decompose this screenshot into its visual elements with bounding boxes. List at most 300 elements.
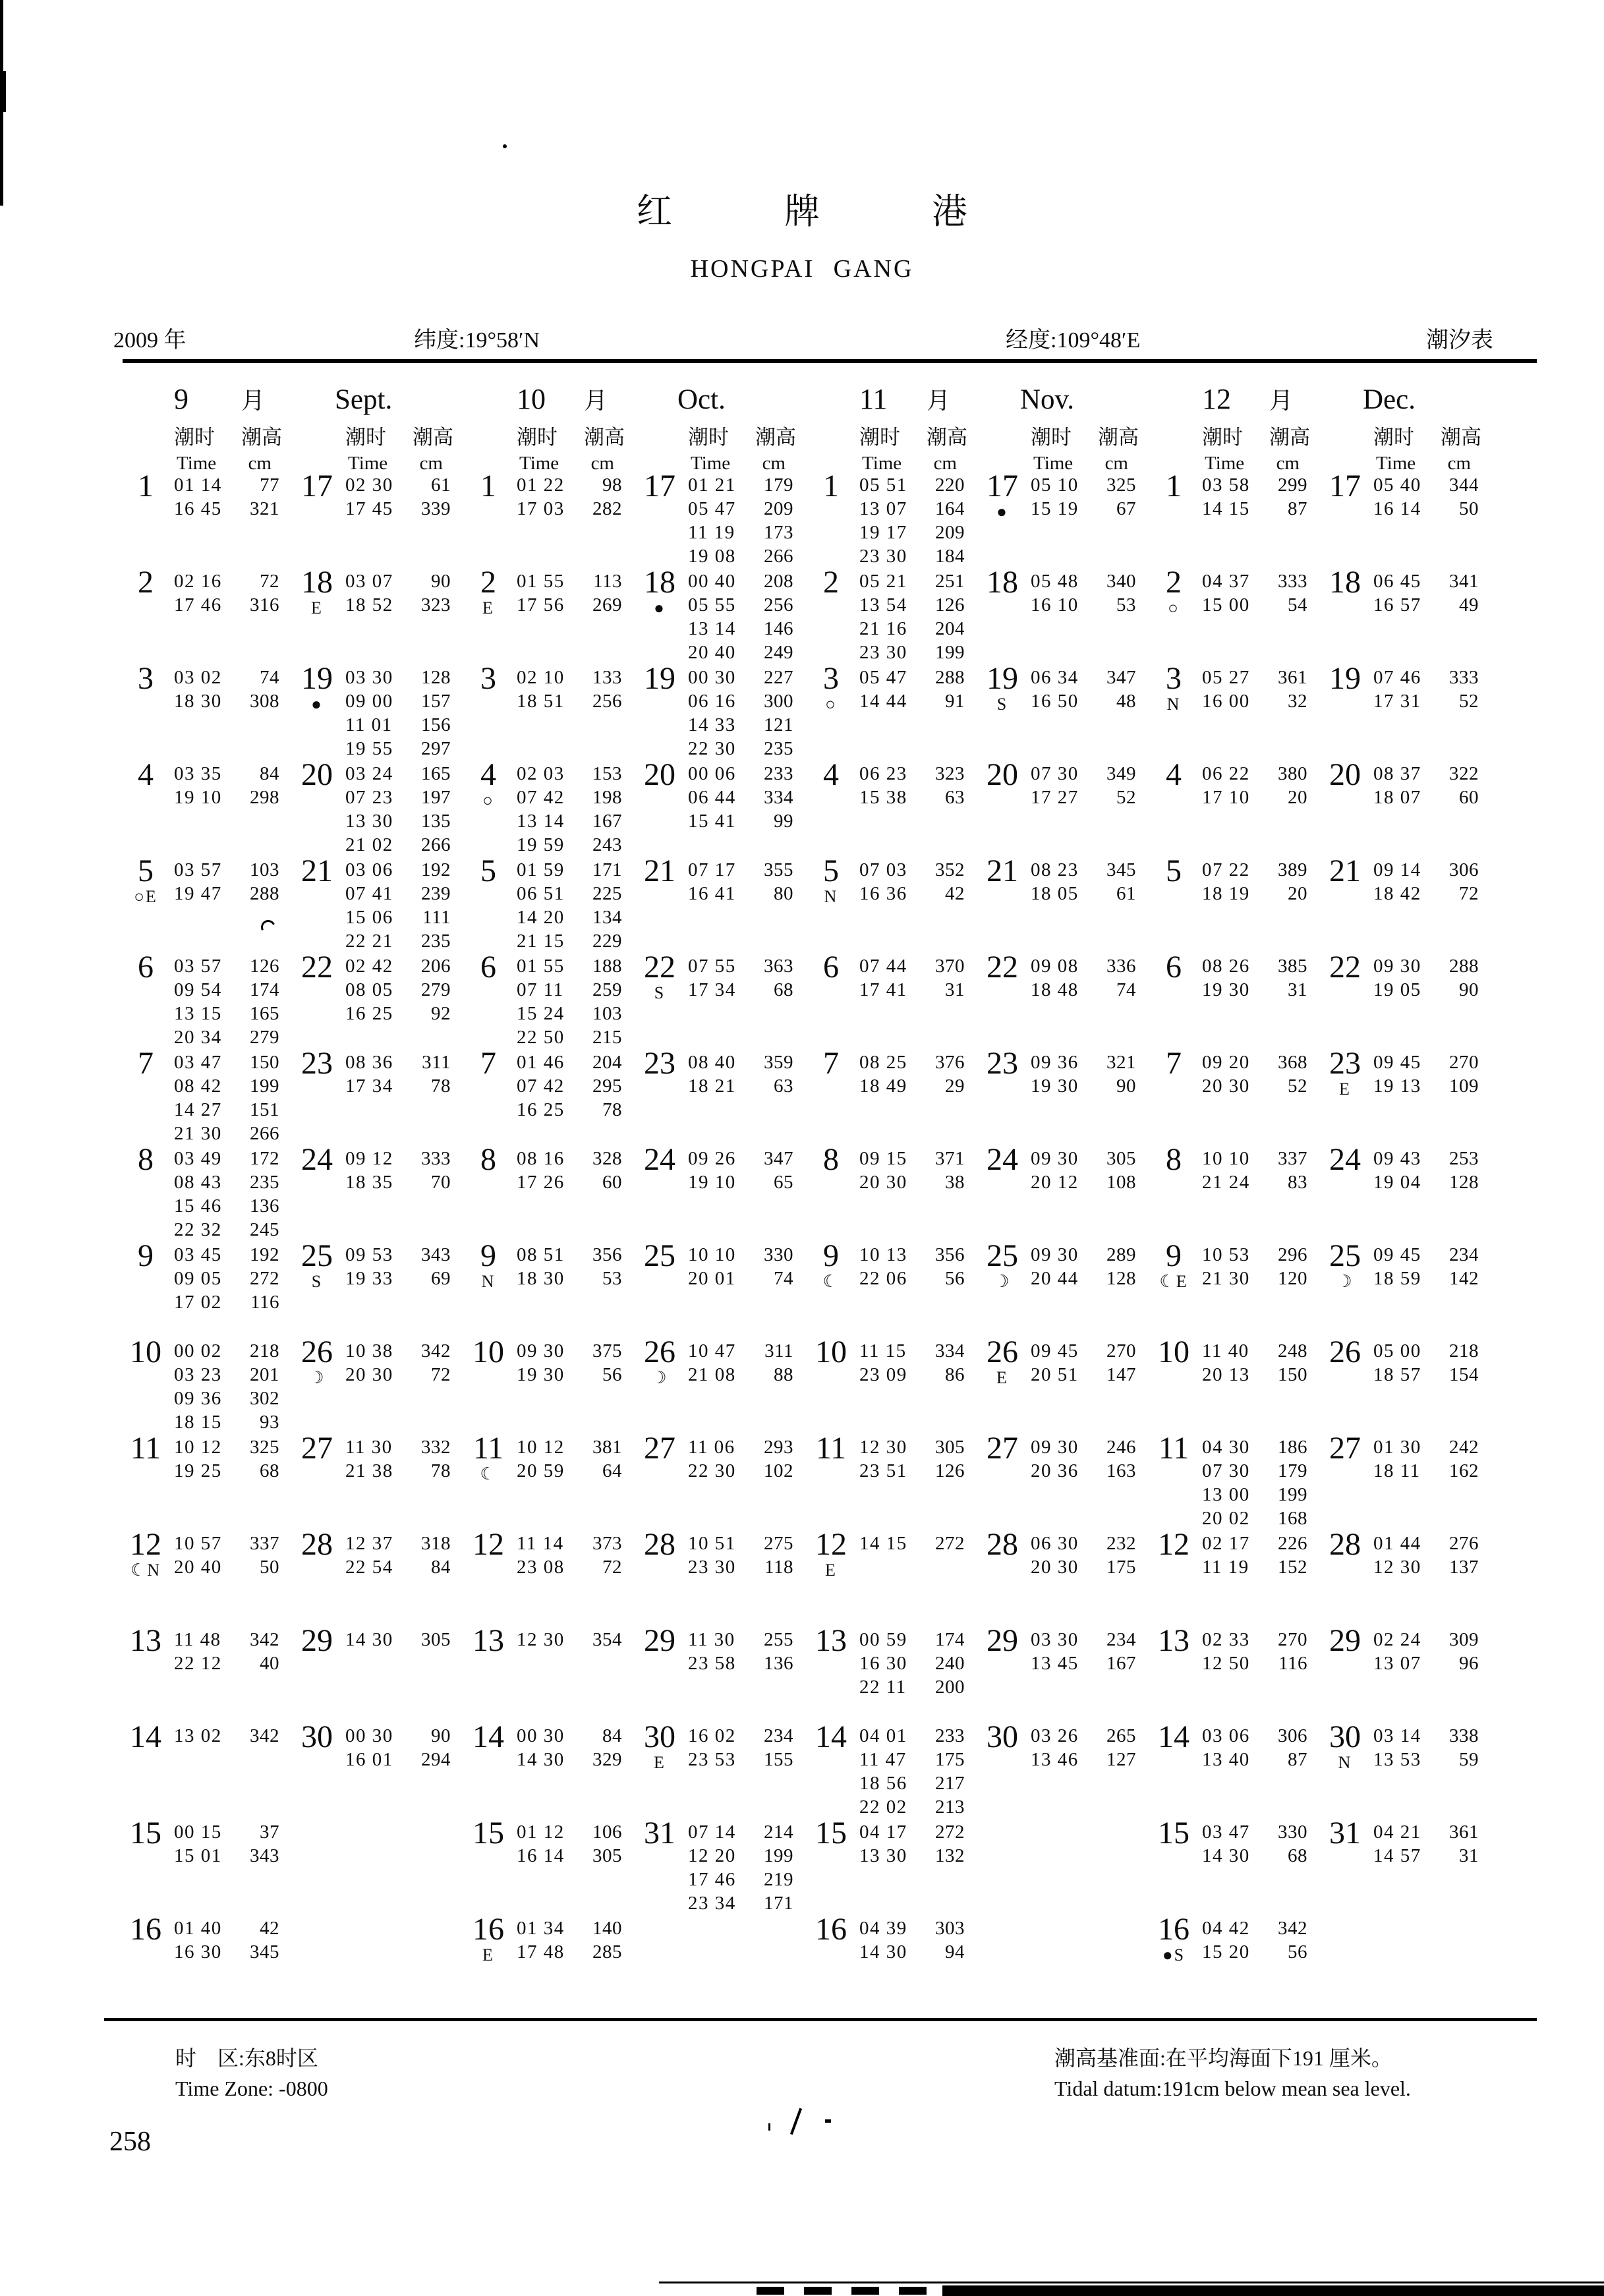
day-number: 28 bbox=[644, 1527, 675, 1562]
day-cell bbox=[297, 663, 337, 714]
tide-data-cell bbox=[1031, 1724, 1145, 1771]
tide-time: 22 30 bbox=[688, 738, 736, 759]
tide-data-cell bbox=[1031, 569, 1145, 617]
tide-height: 234 bbox=[1106, 1629, 1136, 1650]
tide-data-cell bbox=[345, 1532, 460, 1579]
day-cell bbox=[468, 855, 509, 887]
tide-data-cell bbox=[1373, 1724, 1488, 1771]
moon-phase-marker: S bbox=[996, 695, 1008, 714]
day-number: 6 bbox=[138, 950, 154, 985]
tide-data-cell bbox=[174, 1243, 289, 1314]
height-header-en: cm bbox=[1447, 453, 1471, 474]
tide-height: 302 bbox=[250, 1388, 279, 1409]
tide-height: 111 bbox=[422, 907, 451, 928]
tide-time: 15 19 bbox=[1031, 498, 1079, 519]
tide-time: 22 30 bbox=[688, 1460, 736, 1481]
tide-height: 192 bbox=[250, 1244, 279, 1265]
tide-entry bbox=[1373, 786, 1479, 809]
time-header-cn: 潮时 bbox=[1031, 426, 1072, 449]
tide-height: 253 bbox=[1449, 1148, 1479, 1169]
tide-height: 370 bbox=[935, 956, 965, 977]
day-cell bbox=[639, 471, 680, 502]
moon-phase-marker: E bbox=[482, 1945, 494, 1965]
moon-phase-marker: ●S bbox=[1162, 1945, 1186, 1965]
column-header-en bbox=[1031, 451, 1145, 476]
tide-height: 179 bbox=[764, 474, 793, 496]
tide-data-cell bbox=[1031, 1339, 1145, 1387]
tide-table-label: 潮汐表 bbox=[1426, 328, 1493, 353]
tide-data-cell bbox=[1373, 569, 1488, 617]
day-number: 1 bbox=[480, 469, 496, 503]
tide-time: 08 23 bbox=[1031, 859, 1079, 880]
month-cn-suffix: 月 bbox=[241, 387, 265, 414]
day-cell bbox=[468, 1818, 509, 1849]
tide-data-cell bbox=[1202, 1243, 1317, 1290]
tide-time: 17 02 bbox=[174, 1292, 222, 1313]
height-header-cn: 潮高 bbox=[413, 426, 453, 449]
tide-time: 16 25 bbox=[517, 1099, 565, 1120]
tide-height: 259 bbox=[592, 979, 622, 1000]
day-cell bbox=[468, 1240, 509, 1292]
tide-time: 09 53 bbox=[345, 1244, 393, 1265]
tide-entry bbox=[688, 1459, 793, 1483]
day-cell bbox=[1153, 855, 1194, 887]
tide-entry bbox=[174, 689, 279, 713]
tide-data-cell bbox=[345, 762, 460, 857]
tide-height: 347 bbox=[764, 1148, 793, 1169]
tide-data-cell bbox=[174, 954, 289, 1049]
day-number: 14 bbox=[815, 1719, 847, 1754]
tide-entry bbox=[1031, 497, 1136, 521]
table-row bbox=[125, 565, 1488, 666]
tide-entry bbox=[174, 1820, 279, 1844]
column-header-en bbox=[345, 451, 460, 476]
tide-entry bbox=[345, 1170, 451, 1194]
day-number: 17 bbox=[1329, 469, 1361, 503]
day-cell bbox=[1325, 1048, 1365, 1099]
tide-height: 98 bbox=[602, 474, 622, 496]
day-number: 13 bbox=[130, 1623, 161, 1658]
tide-time: 20 40 bbox=[174, 1557, 222, 1578]
tide-data-cell bbox=[345, 858, 460, 953]
tide-height: 54 bbox=[1288, 594, 1307, 616]
time-header-cn: 潮时 bbox=[517, 426, 558, 449]
tide-time: 02 17 bbox=[1202, 1533, 1250, 1554]
tide-time: 08 43 bbox=[174, 1172, 222, 1193]
moon-phase-marker: N bbox=[1166, 695, 1181, 714]
month-number: 12 bbox=[1202, 383, 1231, 415]
tidal-datum-cn: 潮高基准面:在平均海面下191 厘米。 bbox=[1054, 2046, 1392, 2070]
day-cell bbox=[811, 1433, 851, 1464]
tide-entry bbox=[174, 1025, 279, 1049]
tide-height: 375 bbox=[592, 1340, 622, 1362]
tide-time: 13 30 bbox=[345, 811, 393, 832]
day-cell bbox=[639, 855, 680, 887]
tide-entry bbox=[859, 1243, 965, 1267]
tide-entry bbox=[345, 1002, 451, 1025]
tide-height: 245 bbox=[250, 1219, 279, 1240]
tide-entry bbox=[1373, 882, 1479, 905]
tide-time: 03 30 bbox=[1031, 1629, 1079, 1650]
tide-time: 00 40 bbox=[688, 571, 736, 592]
tide-entry bbox=[174, 1410, 279, 1434]
tide-entry bbox=[174, 882, 279, 905]
tide-entry bbox=[345, 954, 451, 978]
tide-entry bbox=[1373, 1147, 1479, 1170]
tide-time: 17 27 bbox=[1031, 787, 1079, 808]
tide-entry bbox=[345, 1074, 451, 1098]
tide-height: 132 bbox=[935, 1845, 965, 1866]
tide-time: 20 34 bbox=[174, 1027, 222, 1048]
tide-height: 70 bbox=[431, 1172, 451, 1193]
day-cell bbox=[639, 952, 680, 1003]
tide-time: 03 06 bbox=[345, 859, 393, 880]
tide-time: 14 30 bbox=[517, 1749, 565, 1770]
year-label: 2009 年 bbox=[113, 328, 186, 353]
tide-time: 17 26 bbox=[517, 1172, 565, 1193]
tide-time: 19 04 bbox=[1373, 1172, 1421, 1193]
tide-height: 50 bbox=[1459, 498, 1479, 519]
tide-time: 20 40 bbox=[688, 642, 736, 663]
tide-height: 354 bbox=[592, 1629, 622, 1650]
tide-data-cell bbox=[688, 1628, 803, 1675]
tide-entry bbox=[1202, 1916, 1307, 1940]
height-header-cn: 潮高 bbox=[1098, 426, 1139, 449]
tide-time: 04 39 bbox=[859, 1918, 907, 1939]
tide-time: 16 45 bbox=[174, 498, 222, 519]
tide-entry bbox=[859, 689, 965, 713]
tide-entry bbox=[1031, 1267, 1136, 1290]
tide-entry bbox=[1373, 1532, 1479, 1555]
tide-time: 03 47 bbox=[174, 1052, 222, 1073]
tide-entry bbox=[1202, 593, 1307, 617]
tide-time: 19 17 bbox=[859, 522, 907, 543]
tide-entry bbox=[1373, 1748, 1479, 1771]
day-number: 5 bbox=[823, 853, 839, 888]
tide-height: 74 bbox=[774, 1268, 793, 1289]
tide-entry bbox=[345, 569, 451, 593]
page-bottom-bar bbox=[942, 2285, 1604, 2296]
tide-data-cell bbox=[1031, 666, 1145, 713]
tide-height: 199 bbox=[250, 1076, 279, 1097]
tide-time: 10 13 bbox=[859, 1244, 907, 1265]
tide-height: 127 bbox=[1106, 1749, 1136, 1770]
tide-entry bbox=[1031, 1363, 1136, 1387]
tide-entry bbox=[345, 882, 451, 905]
tide-entry bbox=[1031, 593, 1136, 617]
tide-time: 08 37 bbox=[1373, 763, 1421, 784]
tide-height: 93 bbox=[260, 1412, 279, 1433]
day-cell bbox=[811, 1914, 851, 1945]
tide-height: 68 bbox=[1288, 1845, 1307, 1866]
day-cell bbox=[1325, 1433, 1365, 1464]
tide-time: 18 59 bbox=[1373, 1268, 1421, 1289]
timezone-cn: 时 区:东8时区 bbox=[175, 2046, 318, 2070]
tide-height: 74 bbox=[260, 667, 279, 688]
tide-entry bbox=[174, 1218, 279, 1242]
month-number: 10 bbox=[517, 383, 546, 415]
tide-time: 04 30 bbox=[1202, 1437, 1250, 1458]
day-number: 7 bbox=[480, 1046, 496, 1081]
moon-phase-marker: N bbox=[824, 887, 838, 906]
tide-height: 376 bbox=[935, 1052, 965, 1073]
tide-entry bbox=[688, 954, 793, 978]
tide-height: 120 bbox=[1278, 1268, 1307, 1289]
tide-time: 15 00 bbox=[1202, 594, 1250, 616]
day-number: 31 bbox=[644, 1816, 675, 1851]
tide-data-cell bbox=[1373, 1339, 1488, 1387]
tide-entry bbox=[174, 569, 279, 593]
column-header bbox=[517, 424, 631, 476]
tide-entry bbox=[859, 666, 965, 689]
tide-height: 371 bbox=[935, 1148, 965, 1169]
day-cell bbox=[468, 1433, 509, 1484]
tide-height: 162 bbox=[1449, 1460, 1479, 1481]
tide-height: 380 bbox=[1278, 763, 1307, 784]
day-cell bbox=[982, 1433, 1023, 1464]
tide-data-cell bbox=[688, 1339, 803, 1387]
tide-height: 305 bbox=[935, 1437, 965, 1458]
tide-data-cell bbox=[345, 473, 460, 521]
tide-entry bbox=[859, 521, 965, 544]
day-cell bbox=[468, 567, 509, 618]
tide-entry bbox=[859, 1074, 965, 1098]
tide-entry bbox=[517, 1724, 622, 1748]
tide-entry bbox=[859, 786, 965, 809]
tide-time: 11 48 bbox=[174, 1629, 221, 1650]
tide-time: 09 30 bbox=[1031, 1148, 1079, 1169]
moon-phase-marker: ○ bbox=[825, 695, 837, 714]
tide-time: 16 41 bbox=[688, 883, 736, 904]
height-header-en: cm bbox=[1276, 453, 1300, 474]
longitude-label: 经度:109°48′E bbox=[1006, 328, 1141, 353]
tide-time: 17 48 bbox=[517, 1941, 565, 1963]
tide-time: 04 21 bbox=[1373, 1822, 1421, 1843]
tide-height: 342 bbox=[250, 1725, 279, 1746]
tide-height: 146 bbox=[764, 618, 793, 639]
day-cell bbox=[468, 1625, 509, 1657]
month-cn-suffix: 月 bbox=[1269, 387, 1293, 414]
tide-entry bbox=[688, 1651, 793, 1675]
tide-time: 15 20 bbox=[1202, 1941, 1250, 1963]
tide-data-cell bbox=[517, 473, 631, 521]
tide-time: 23 51 bbox=[859, 1460, 907, 1481]
tide-time: 01 46 bbox=[517, 1052, 565, 1073]
tide-time: 20 51 bbox=[1031, 1364, 1079, 1385]
table-row bbox=[125, 1238, 1488, 1339]
tide-height: 288 bbox=[935, 667, 965, 688]
tide-height: 266 bbox=[421, 834, 451, 855]
tide-data-cell bbox=[345, 1243, 460, 1290]
tide-data-cell bbox=[345, 1147, 460, 1194]
day-cell bbox=[468, 1144, 509, 1176]
tide-data-cell bbox=[174, 1050, 289, 1145]
tide-height: 103 bbox=[250, 859, 279, 880]
tide-entry bbox=[345, 905, 451, 929]
day-number: 9 bbox=[823, 1238, 839, 1273]
tide-entry bbox=[688, 1147, 793, 1170]
tide-height: 116 bbox=[250, 1292, 279, 1313]
tide-height: 60 bbox=[1459, 787, 1479, 808]
tide-data-cell bbox=[517, 954, 631, 1049]
tide-time: 14 30 bbox=[345, 1629, 393, 1650]
tide-data-cell bbox=[1202, 1147, 1317, 1194]
day-number: 1 bbox=[1166, 469, 1182, 503]
tide-entry bbox=[517, 1820, 622, 1844]
day-number: 11 bbox=[815, 1431, 847, 1466]
month-name-en: Oct. bbox=[677, 384, 726, 415]
tide-time: 10 12 bbox=[517, 1437, 565, 1458]
tide-time: 10 10 bbox=[1202, 1148, 1250, 1169]
day-cell bbox=[297, 1144, 337, 1176]
tide-entry bbox=[688, 1243, 793, 1267]
tide-height: 90 bbox=[1459, 979, 1479, 1000]
tide-entry bbox=[174, 1916, 279, 1940]
day-cell bbox=[982, 1625, 1023, 1657]
tide-height: 234 bbox=[1449, 1244, 1479, 1265]
tide-time: 04 42 bbox=[1202, 1918, 1250, 1939]
tide-data-cell bbox=[1373, 1243, 1488, 1290]
tide-time: 03 06 bbox=[1202, 1725, 1250, 1746]
tide-entry bbox=[688, 1339, 793, 1363]
day-cell bbox=[639, 1144, 680, 1176]
tide-data-cell bbox=[345, 569, 460, 617]
tide-entry bbox=[1202, 473, 1307, 497]
tide-entry bbox=[688, 1363, 793, 1387]
tide-height: 53 bbox=[1116, 594, 1136, 616]
tide-data-cell bbox=[174, 1339, 289, 1434]
day-number: 1 bbox=[823, 469, 839, 503]
tide-entry bbox=[174, 1243, 279, 1267]
tide-data-cell bbox=[688, 1724, 803, 1771]
tide-data-cell bbox=[174, 1820, 289, 1868]
tide-height: 20 bbox=[1288, 883, 1307, 904]
tide-entry bbox=[517, 1940, 622, 1964]
day-number: 29 bbox=[1329, 1623, 1361, 1658]
tide-entry bbox=[517, 569, 622, 593]
tide-entry bbox=[859, 1459, 965, 1483]
moon-phase-marker: E bbox=[825, 1561, 837, 1580]
tide-entry bbox=[688, 1844, 793, 1868]
day-number: 4 bbox=[138, 757, 154, 792]
tide-entry bbox=[1202, 1339, 1307, 1363]
tide-entry bbox=[517, 858, 622, 882]
tide-height: 218 bbox=[250, 1340, 279, 1362]
tide-height: 72 bbox=[431, 1364, 451, 1385]
tide-entry bbox=[688, 1435, 793, 1459]
day-cell bbox=[125, 1048, 166, 1079]
tide-data-cell bbox=[1202, 473, 1317, 521]
tide-height: 157 bbox=[421, 691, 451, 712]
tide-entry bbox=[1202, 1243, 1307, 1267]
tide-entry bbox=[688, 617, 793, 641]
tide-height: 106 bbox=[592, 1822, 622, 1843]
tide-entry bbox=[1031, 1243, 1136, 1267]
tide-entry bbox=[517, 1098, 622, 1122]
tide-height: 173 bbox=[764, 522, 793, 543]
tide-time: 00 02 bbox=[174, 1340, 222, 1362]
tide-height: 64 bbox=[602, 1460, 622, 1481]
tide-height: 361 bbox=[1278, 667, 1307, 688]
tide-entry bbox=[345, 593, 451, 617]
day-cell bbox=[1325, 567, 1365, 598]
height-header-cn: 潮高 bbox=[755, 426, 796, 449]
tide-time: 08 16 bbox=[517, 1148, 565, 1169]
tide-time: 21 24 bbox=[1202, 1172, 1250, 1193]
day-cell bbox=[1153, 1625, 1194, 1657]
tide-height: 99 bbox=[774, 811, 793, 832]
day-cell bbox=[1325, 1336, 1365, 1368]
timezone-note bbox=[175, 2043, 328, 2104]
tide-entry bbox=[688, 1891, 793, 1915]
day-cell bbox=[811, 759, 851, 791]
tide-height: 68 bbox=[260, 1460, 279, 1481]
day-cell bbox=[1153, 1048, 1194, 1079]
day-cell bbox=[639, 1529, 680, 1561]
tide-height: 256 bbox=[764, 594, 793, 616]
tide-time: 13 15 bbox=[174, 1003, 222, 1024]
day-number: 30 bbox=[301, 1719, 333, 1754]
header-rule bbox=[123, 359, 1537, 363]
day-number: 11 bbox=[130, 1431, 161, 1466]
day-number: 18 bbox=[301, 565, 333, 600]
month-header bbox=[811, 382, 974, 416]
tide-height: 325 bbox=[250, 1437, 279, 1458]
tide-entry bbox=[345, 666, 451, 689]
tide-entry bbox=[1031, 1339, 1136, 1363]
tide-time: 17 41 bbox=[859, 979, 907, 1000]
day-number: 20 bbox=[644, 757, 675, 792]
moon-phase-marker: ☾E bbox=[1159, 1272, 1188, 1291]
tide-data-cell bbox=[688, 666, 803, 761]
day-cell bbox=[297, 855, 337, 887]
page-title-cn: 红牌港 bbox=[637, 192, 1079, 231]
tide-time: 00 30 bbox=[688, 667, 736, 688]
day-cell bbox=[982, 567, 1023, 598]
tide-data-cell bbox=[1373, 858, 1488, 905]
tide-height: 323 bbox=[421, 594, 451, 616]
tide-time: 07 30 bbox=[1202, 1460, 1250, 1481]
tide-time: 21 30 bbox=[1202, 1268, 1250, 1289]
scan-artifact bbox=[503, 144, 507, 148]
tide-time: 20 13 bbox=[1202, 1364, 1250, 1385]
tide-height: 336 bbox=[1106, 956, 1136, 977]
tide-time: 03 47 bbox=[1202, 1822, 1250, 1843]
tide-time: 02 30 bbox=[345, 474, 393, 496]
tide-data-cell bbox=[1031, 858, 1145, 905]
day-cell bbox=[639, 1240, 680, 1272]
tide-entry bbox=[1202, 978, 1307, 1002]
column-header-cn bbox=[859, 424, 974, 451]
tide-height: 74 bbox=[1116, 979, 1136, 1000]
tide-entry bbox=[688, 569, 793, 593]
day-cell bbox=[125, 1336, 166, 1368]
tide-height: 201 bbox=[250, 1364, 279, 1385]
tide-time: 20 30 bbox=[345, 1364, 393, 1385]
tide-height: 355 bbox=[764, 859, 793, 880]
day-number: 5 bbox=[480, 853, 496, 888]
tide-data-cell bbox=[1373, 1820, 1488, 1868]
tide-height: 265 bbox=[1106, 1725, 1136, 1746]
tide-entry bbox=[1031, 858, 1136, 882]
tide-data-cell bbox=[1031, 1050, 1145, 1098]
tide-time: 05 10 bbox=[1031, 474, 1079, 496]
day-number: 13 bbox=[1158, 1623, 1189, 1658]
day-cell bbox=[639, 567, 680, 618]
tide-height: 340 bbox=[1106, 571, 1136, 592]
tide-entry bbox=[345, 1267, 451, 1290]
day-number: 15 bbox=[473, 1816, 504, 1851]
